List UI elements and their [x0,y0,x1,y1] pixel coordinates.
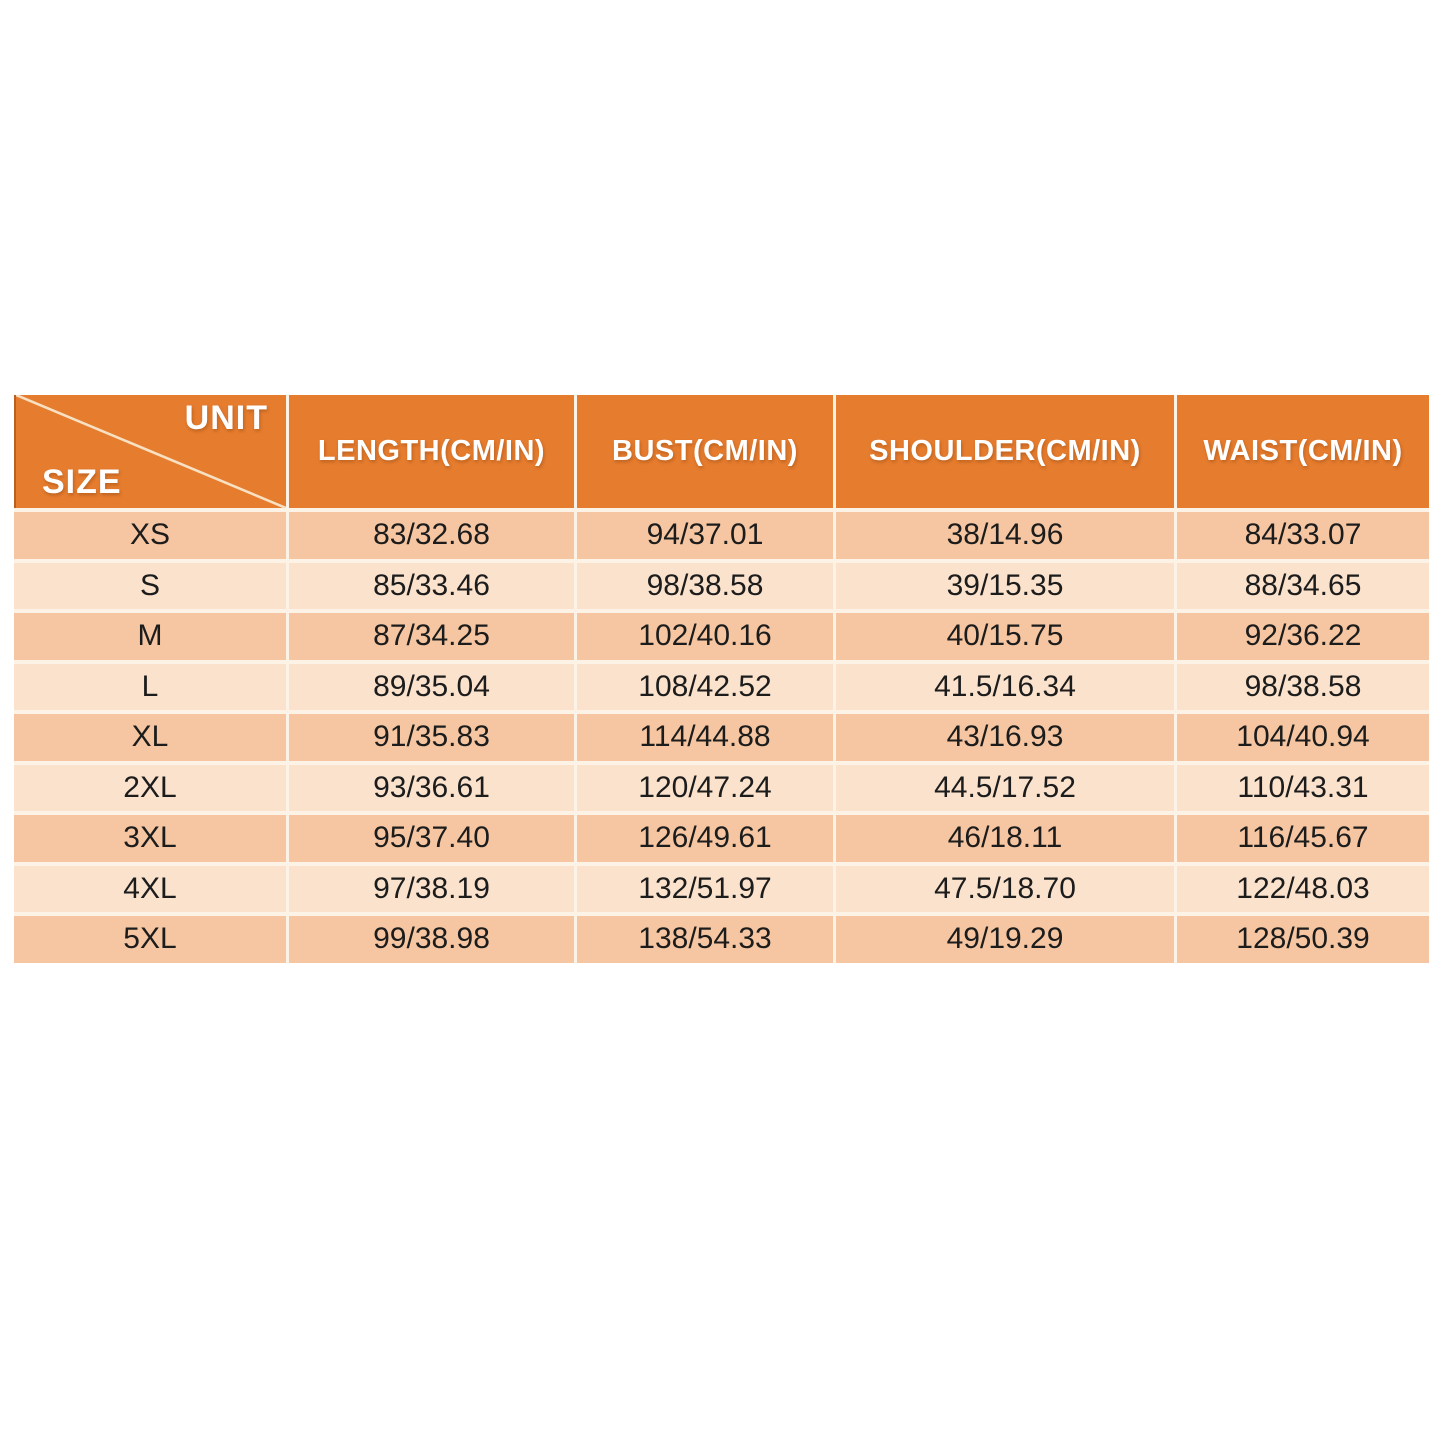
bust-cell: 132/51.97 [577,866,833,913]
length-cell: 89/35.04 [289,664,574,711]
shoulder-cell: 38/14.96 [836,512,1174,559]
corner-size-label: SIZE [42,463,122,501]
size-cell: XL [14,714,286,761]
bust-cell: 98/38.58 [577,563,833,610]
length-cell: 85/33.46 [289,563,574,610]
waist-cell: 122/48.03 [1177,866,1429,913]
length-cell: 93/36.61 [289,765,574,812]
waist-cell: 128/50.39 [1177,916,1429,963]
size-cell: XS [14,512,286,559]
size-cell: 4XL [14,866,286,913]
length-cell: 91/35.83 [289,714,574,761]
shoulder-cell: 46/18.11 [836,815,1174,862]
size-cell: 3XL [14,815,286,862]
length-cell: 87/34.25 [289,613,574,660]
size-cell: M [14,613,286,660]
size-cell: S [14,563,286,610]
shoulder-cell: 44.5/17.52 [836,765,1174,812]
shoulder-cell: 39/15.35 [836,563,1174,610]
bust-cell: 138/54.33 [577,916,833,963]
bust-cell: 102/40.16 [577,613,833,660]
shoulder-cell: 41.5/16.34 [836,664,1174,711]
waist-cell: 104/40.94 [1177,714,1429,761]
waist-cell: 92/36.22 [1177,613,1429,660]
column-header-shoulder: SHOULDER(CM/IN) [836,395,1174,508]
bust-cell: 114/44.88 [577,714,833,761]
bust-cell: 108/42.52 [577,664,833,711]
shoulder-cell: 49/19.29 [836,916,1174,963]
shoulder-cell: 40/15.75 [836,613,1174,660]
length-cell: 99/38.98 [289,916,574,963]
size-cell: L [14,664,286,711]
waist-cell: 110/43.31 [1177,765,1429,812]
waist-cell: 88/34.65 [1177,563,1429,610]
shoulder-cell: 47.5/18.70 [836,866,1174,913]
size-cell: 2XL [14,765,286,812]
length-cell: 95/37.40 [289,815,574,862]
bust-cell: 126/49.61 [577,815,833,862]
waist-cell: 98/38.58 [1177,664,1429,711]
size-cell: 5XL [14,916,286,963]
length-cell: 97/38.19 [289,866,574,913]
shoulder-cell: 43/16.93 [836,714,1174,761]
waist-cell: 116/45.67 [1177,815,1429,862]
bust-cell: 120/47.24 [577,765,833,812]
size-chart-table [14,395,1429,963]
length-cell: 83/32.68 [289,512,574,559]
column-header-length: LENGTH(CM/IN) [289,395,574,508]
waist-cell: 84/33.07 [1177,512,1429,559]
column-header-bust: BUST(CM/IN) [577,395,833,508]
column-header-waist: WAIST(CM/IN) [1177,395,1429,508]
corner-unit-size-cell [14,395,286,508]
corner-unit-label: UNIT [184,399,268,437]
bust-cell: 94/37.01 [577,512,833,559]
